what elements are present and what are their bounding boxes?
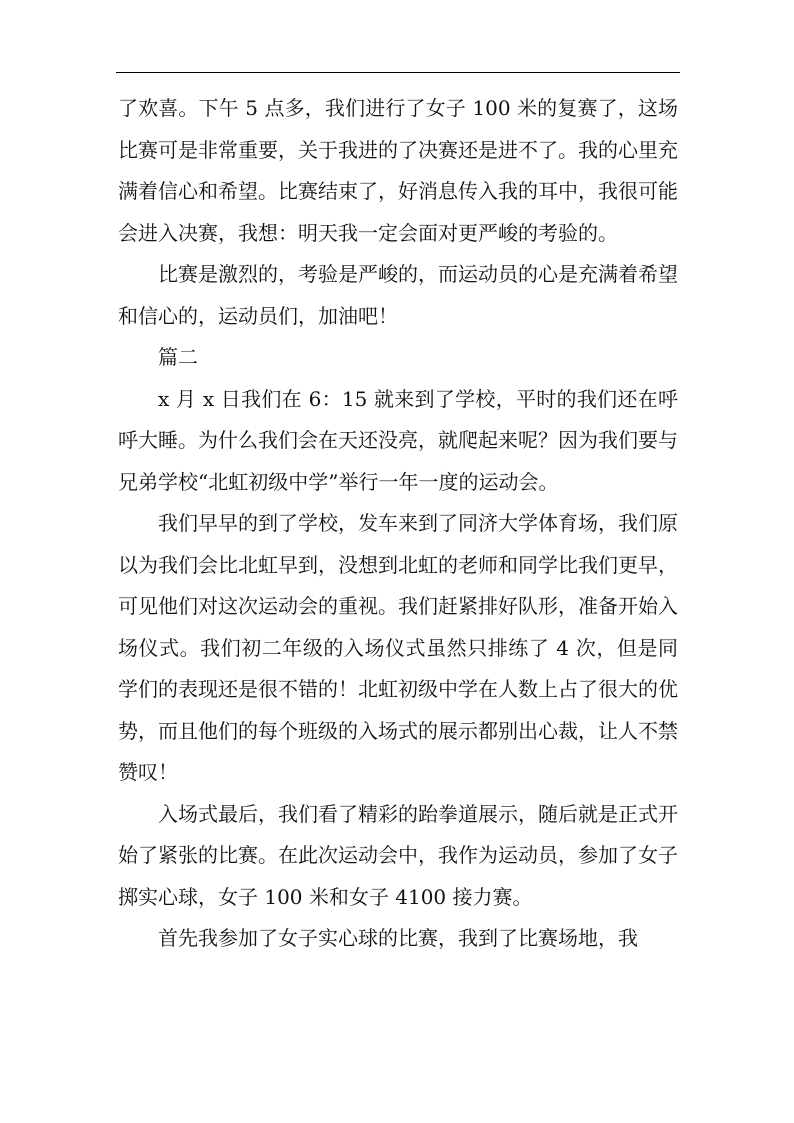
document-body [118,88,678,960]
section-heading: 篇二 [158,345,198,369]
paragraph-continued: 了欢喜。下午 5 点多，我们进行了女子 100 米的复赛了，这场比赛可是非常重要，关于我进的了决赛还是进不了。我的心里充满着信心和希望。比赛结束了，好消息传入我的耳中，我很可能会进入决赛，我想：明天我一定会面对更严峻的考验的。 [118,96,678,245]
paragraph-shotput: 首先我参加了女子实心球的比赛，我到了比赛场地，我 [158,926,638,950]
paragraph-intro: x 月 x 日我们在 6：15 就来到了学校，平时的我们还在呼呼大睡。为什么我们会在天还没亮，就爬起来呢？因为我们要与兄弟学校“北虹初级中学”举行一年一度的运动会。 [118,386,678,494]
paragraph-arrival: 我们早早的到了学校，发车来到了同济大学体育场，我们原以为我们会比北虹早到，没想到北虹的老师和同学比我们更早，可见他们对这次运动会的重视。我们赶紧排好队形，准备开始入场仪式。我们初二年级的入场仪式虽然只排练了 4 次，但是同学们的表现还是很不错的！北虹初级中学在人数上占了很大的优势，而且他们的每个班级的入场式的展示都别出心裁，让人不禁赞叹！ [118,511,678,784]
header-rule [116,72,680,73]
paragraph-events: 入场式最后，我们看了精彩的跆拳道展示，随后就是正式开始了紧张的比赛。在此次运动会中，我作为运动员，参加了女子掷实心球，女子 100 米和女子 4100 接力赛。 [118,801,678,909]
paragraph-conclusion: 比赛是激烈的，考验是严峻的，而运动员的心是充满着希望和信心的，运动员们，加油吧！ [118,262,678,328]
